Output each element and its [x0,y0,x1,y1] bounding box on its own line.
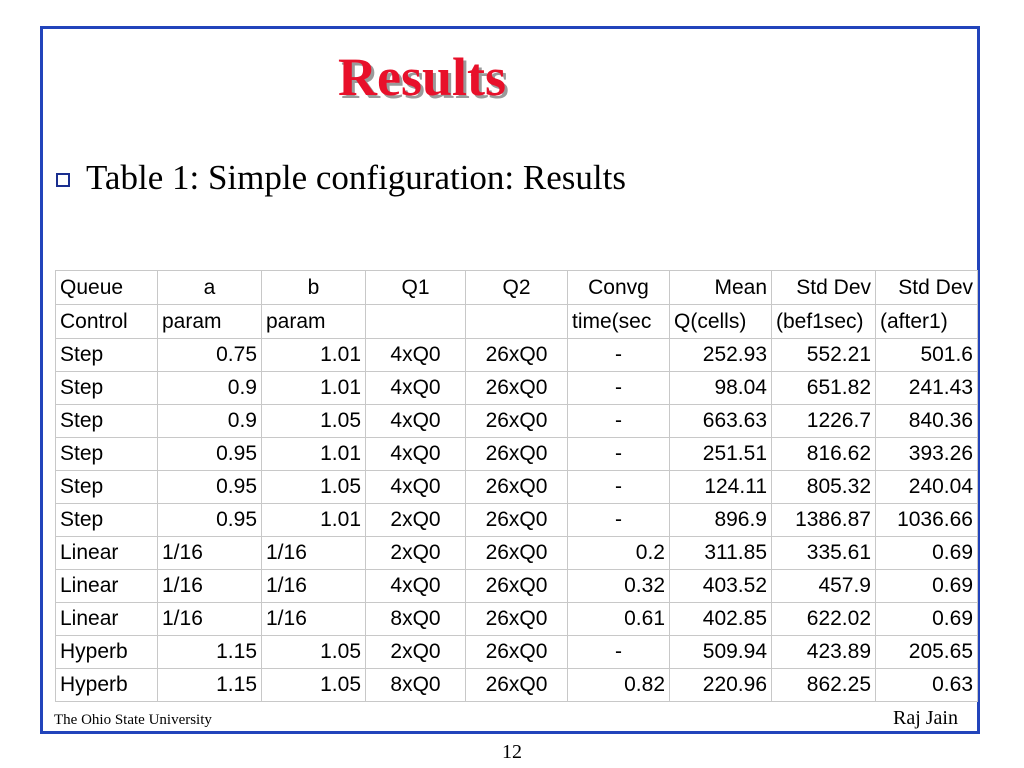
column-header: Std Dev [876,271,978,305]
footer-institution: The Ohio State University [54,712,212,728]
table-cell: 4xQ0 [366,570,466,603]
table-cell: 1.01 [262,372,366,405]
table-cell: 241.43 [876,372,978,405]
table-cell: 240.04 [876,471,978,504]
column-header: a [158,271,262,305]
table-row [56,504,978,537]
table-cell: - [568,372,670,405]
table-cell: - [568,471,670,504]
table-cell: 663.63 [670,405,772,438]
table-row [56,603,978,636]
table-cell: 1/16 [158,537,262,570]
table-cell: 2xQ0 [366,636,466,669]
table-cell: 0.95 [158,438,262,471]
table-cell: Step [56,339,158,372]
column-subheader [466,305,568,339]
table-cell: 816.62 [772,438,876,471]
column-header: Q1 [366,271,466,305]
table-cell: 4xQ0 [366,438,466,471]
column-header: Convg [568,271,670,305]
table-cell: Step [56,471,158,504]
bullet-text: Table 1: Simple configuration: Results [86,158,626,197]
table-cell: 26xQ0 [466,603,568,636]
table-cell: 1.05 [262,669,366,702]
table-cell: 0.2 [568,537,670,570]
table-row [56,537,978,570]
table-cell: 1.01 [262,504,366,537]
table-cell: 4xQ0 [366,405,466,438]
table-cell: 26xQ0 [466,405,568,438]
table-header-row [56,271,978,305]
column-subheader: (after1) [876,305,978,339]
table-cell: 0.75 [158,339,262,372]
table-cell: 0.63 [876,669,978,702]
table-cell: 8xQ0 [366,669,466,702]
table-cell: - [568,504,670,537]
table-row [56,636,978,669]
table-cell: 98.04 [670,372,772,405]
table-cell: 1.05 [262,636,366,669]
column-subheader: param [158,305,262,339]
column-header: Mean [670,271,772,305]
table-cell: 1.01 [262,438,366,471]
table-cell: 26xQ0 [466,537,568,570]
table-cell: 1.05 [262,405,366,438]
page-number: 12 [502,741,522,763]
table-cell: 252.93 [670,339,772,372]
table-cell: 1/16 [262,537,366,570]
column-header: Std Dev [772,271,876,305]
table-cell: 4xQ0 [366,471,466,504]
table-row [56,339,978,372]
table-row [56,570,978,603]
table-cell: 251.51 [670,438,772,471]
table-cell: 393.26 [876,438,978,471]
column-subheader: time(sec [568,305,670,339]
table-cell: 402.85 [670,603,772,636]
table-cell: 0.82 [568,669,670,702]
table-cell: 311.85 [670,537,772,570]
table-cell: 1.15 [158,636,262,669]
table-row [56,438,978,471]
column-subheader: Control [56,305,158,339]
table-cell: 4xQ0 [366,372,466,405]
table-cell: 403.52 [670,570,772,603]
table-cell: 2xQ0 [366,537,466,570]
table-cell: 26xQ0 [466,570,568,603]
table-cell: 805.32 [772,471,876,504]
table-cell: 0.61 [568,603,670,636]
table-cell: - [568,636,670,669]
table-cell: Step [56,504,158,537]
table-cell: 26xQ0 [466,339,568,372]
table-cell: 0.9 [158,405,262,438]
column-subheader: (bef1sec) [772,305,876,339]
table-cell: 205.65 [876,636,978,669]
square-bullet-icon [56,173,70,187]
table-cell: 26xQ0 [466,669,568,702]
table-cell: 1.15 [158,669,262,702]
table-row [56,669,978,702]
column-header: b [262,271,366,305]
table-cell: 26xQ0 [466,504,568,537]
table-cell: 26xQ0 [466,372,568,405]
table-cell: 4xQ0 [366,339,466,372]
table-cell: 220.96 [670,669,772,702]
table-cell: Step [56,405,158,438]
table-cell: 1/16 [262,603,366,636]
table-row [56,405,978,438]
results-table [55,270,978,702]
table-cell: 501.6 [876,339,978,372]
table-cell: 509.94 [670,636,772,669]
column-subheader: param [262,305,366,339]
table-row [56,372,978,405]
table-cell: 1.01 [262,339,366,372]
table-cell: Hyperb [56,636,158,669]
table-header-row [56,305,978,339]
table-cell: 1/16 [158,570,262,603]
table-cell: 1/16 [158,603,262,636]
table-cell: Linear [56,570,158,603]
table-cell: 552.21 [772,339,876,372]
table-cell: 0.69 [876,537,978,570]
table-cell: 335.61 [772,537,876,570]
column-header: Q2 [466,271,568,305]
table-cell: 26xQ0 [466,471,568,504]
table-cell: Step [56,438,158,471]
table-cell: 2xQ0 [366,504,466,537]
table-cell: - [568,438,670,471]
table-cell: 8xQ0 [366,603,466,636]
table-cell: 896.9 [670,504,772,537]
table-cell: 840.36 [876,405,978,438]
table-cell: 0.69 [876,603,978,636]
table-cell: - [568,405,670,438]
slide-title: Results [337,47,506,107]
table-cell: Linear [56,537,158,570]
table-cell: 26xQ0 [466,636,568,669]
bullet-item [56,158,626,198]
table-cell: 1226.7 [772,405,876,438]
table-row [56,471,978,504]
table-cell: 622.02 [772,603,876,636]
table-cell: 651.82 [772,372,876,405]
table-cell: 0.69 [876,570,978,603]
table-cell: 862.25 [772,669,876,702]
table-cell: 1.05 [262,471,366,504]
table-cell: - [568,339,670,372]
table-cell: 1/16 [262,570,366,603]
table-cell: 1386.87 [772,504,876,537]
table-cell: 1036.66 [876,504,978,537]
table-cell: Linear [56,603,158,636]
table-cell: 124.11 [670,471,772,504]
footer-author: Raj Jain [893,707,958,729]
table-cell: 423.89 [772,636,876,669]
table-cell: 26xQ0 [466,438,568,471]
column-subheader [366,305,466,339]
table-cell: 0.9 [158,372,262,405]
table-cell: Step [56,372,158,405]
table-cell: 0.95 [158,504,262,537]
table-cell: 0.95 [158,471,262,504]
table-cell: 0.32 [568,570,670,603]
column-header: Queue [56,271,158,305]
column-subheader: Q(cells) [670,305,772,339]
table-cell: Hyperb [56,669,158,702]
table-cell: 457.9 [772,570,876,603]
